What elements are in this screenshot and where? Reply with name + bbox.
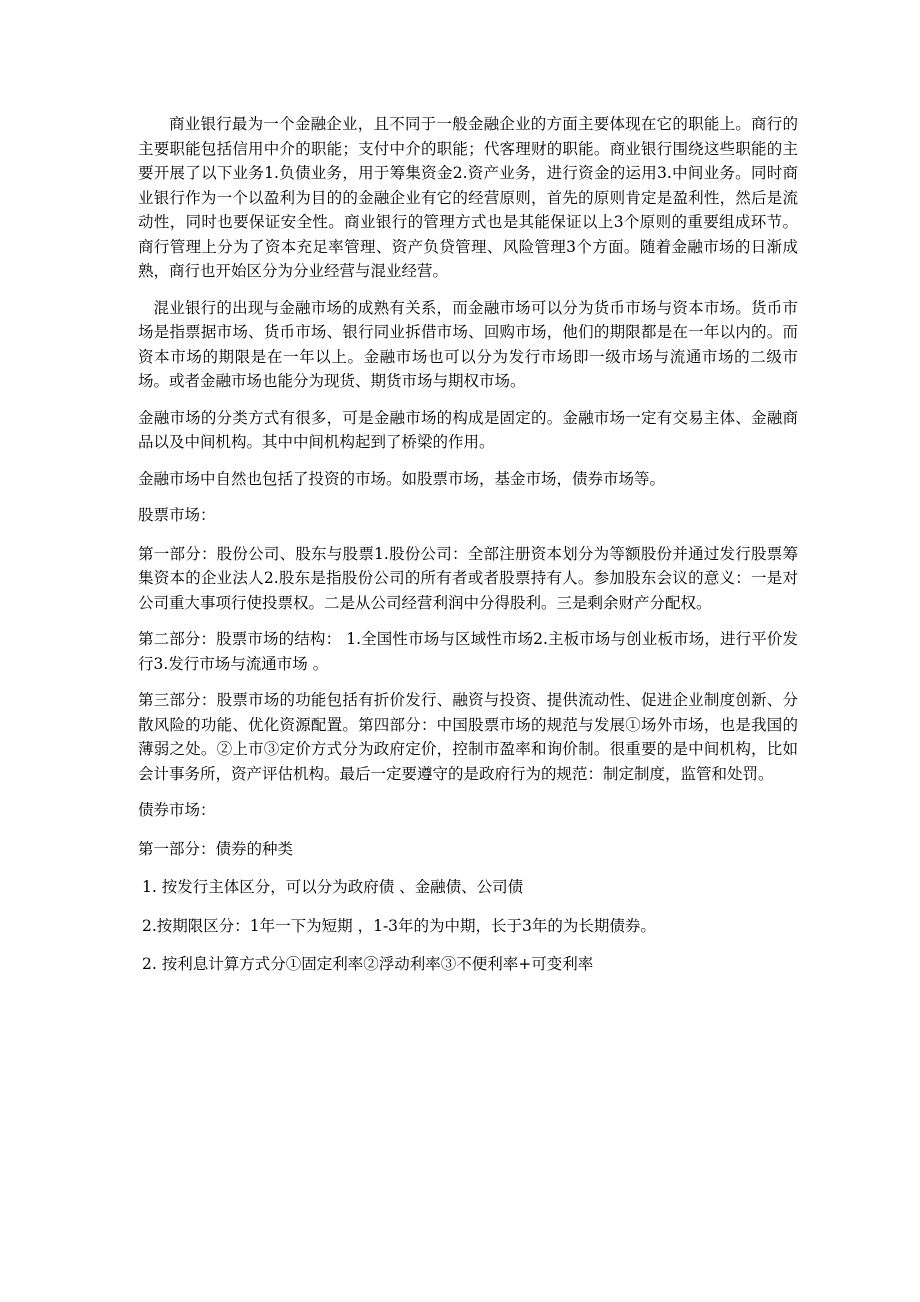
heading-stock-market: 股票市场：: [138, 506, 216, 524]
heading-bond-market: 债券市场：: [138, 801, 216, 819]
list-item-bond-interest: 2. 按利息计算方式分①固定利率②浮动利率③不便利率+可变利率: [142, 955, 594, 973]
paragraph-stock-part-three: 第三部分：股票市场的功能包括有折价发行、融资与投资、提供流动性、促进企业制度创新、分散风险的功能、优化资源配置。第四部分：中国股票市场的规范与发展①场外市场，也是我国的薄弱之处。②上市③定价方式分为政府定价，控制市盈率和询价制。很重要的是中间机构，比如会计事务所，资产评估机构。最后一定要遵守的是政府行为的规范：制定制度，监管和处罚。: [138, 691, 798, 783]
list-item-bond-issuer: 1. 按发行主体区分，可以分为政府债 、金融债、公司债: [142, 878, 524, 896]
paragraph-market-structure: 金融市场的分类方式有很多，可是金融市场的构成是固定的。金融市场一定有交易主体、金融商品以及中间机构。其中中间机构起到了桥梁的作用。: [138, 408, 798, 451]
paragraph-stock-part-two: 第二部分：股票市场的结构： 1.全国性市场与区域性市场2.主板市场与创业板市场，进行平价发行3.发行市场与流通市场 。: [138, 630, 798, 673]
paragraph-bond-part-one: 第一部分：债券的种类: [138, 839, 294, 858]
paragraph-investment-markets: 金融市场中自然也包括了投资的市场。如股票市场，基金市场，债券市场等。: [138, 469, 666, 488]
document-page: [138, 112, 798, 991]
paragraph-commercial-banks: 商业银行最为一个金融企业，且不同于一般金融企业的方面主要体现在它的职能上。商行的主要职能包括信用中介的职能；支付中介的职能；代客理财的职能。商业银行围绕这些职能的主要开展了以下业务1.负债业务，用于筹集资金2.资产业务，进行资金的运用3.中间业务。同时商业银行作为一个以盈利为目的的金融企业有它的经营原则，首先的原则肯定是盈利性，然后是流动性，同时也要保证安全性。商业银行的管理方式也是其能保证以上3个原则的重要组成环节。商行管理上分为了资本充足率管理、资产负贷管理、风险管理3个方面。随着金融市场的日渐成熟，商行也开始区分为分业经营与混业经营。: [138, 115, 798, 280]
list-item-bond-term: 2.按期限区分：1年一下为短期 ，1-3年的为中期，长于3年的为长期债券。: [142, 916, 656, 935]
paragraph-universal-banks: 混业银行的出现与金融市场的成熟有关系，而金融市场可以分为货币市场与资本市场。货币市场是指票据市场、货币市场、银行同业拆借市场、回购市场，他们的期限都是在一年以内的。而资本市场的期限是在一年以上。金融市场也可以分为发行市场即一级市场与流通市场的二级市场。或者金融市场也能分为现货、期货市场与期权市场。: [138, 298, 798, 390]
paragraph-stock-part-one: 第一部分：股份公司、股东与股票1.股份公司：全部注册资本划分为等额股份并通过发行股票筹集资本的企业法人2.股东是指股份公司的所有者或者股票持有人。参加股东会议的意义：一是对公司重大事项行使投票权。二是从公司经营利润中分得股利。三是剩余财产分配权。: [138, 544, 798, 612]
